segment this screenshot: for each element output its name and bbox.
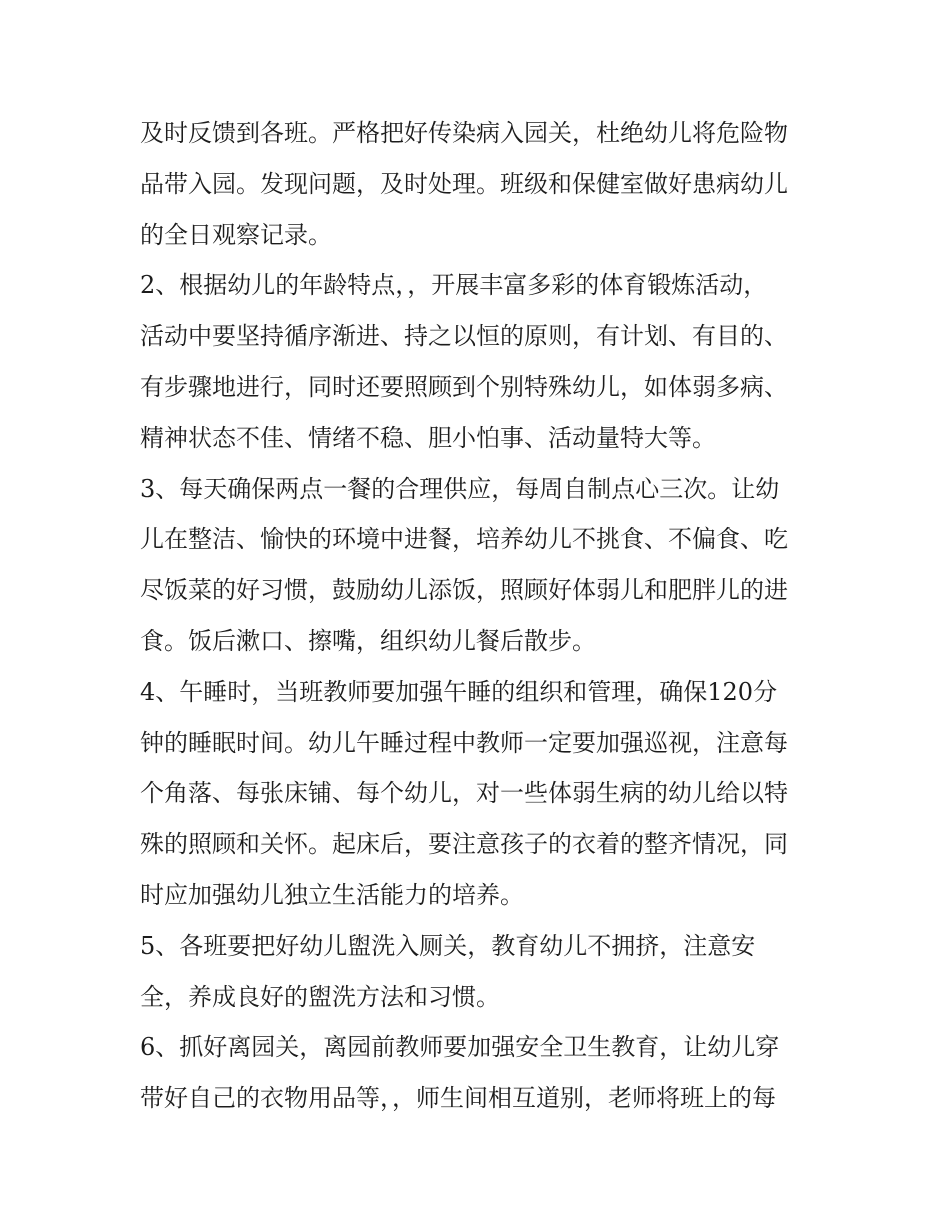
- text-line: 时应加强幼儿独立生活能力的培养。: [140, 880, 524, 909]
- text-line: 5、各班要把好幼儿盥洗入厕关，教育幼儿不拥挤，注意安: [140, 931, 756, 960]
- text-line: 有步骤地进行，同时还要照顾到个别特殊幼儿，如体弱多病、: [140, 372, 788, 401]
- text-line: 个角落、每张床铺、每个幼儿，对一些体弱生病的幼儿给以特: [140, 779, 788, 808]
- text-line: 4、午睡时，当班教师要加强午睡的组织和管理，确保120分: [140, 677, 778, 706]
- text-line: 儿在整洁、愉快的环境中进餐，培养幼儿不挑食、不偏食、吃: [140, 525, 788, 554]
- text-line: 食。饭后漱口、擦嘴，组织幼儿餐后散步。: [140, 626, 596, 655]
- document-body: [140, 108, 812, 1124]
- text-line: 3、每天确保两点一餐的合理供应，每周自制点心三次。让幼: [140, 474, 780, 503]
- text-line: 品带入园。发现问题，及时处理。班级和保健室做好患病幼儿: [140, 169, 788, 198]
- text-line: 6、抓好离园关，离园前教师要加强安全卫生教育，让幼儿穿: [140, 1033, 780, 1062]
- text-line: 带好自己的衣物用品等，，师生间相互道别，老师将班上的每: [140, 1084, 776, 1113]
- text-line: 2、根据幼儿的年龄特点，，开展丰富多彩的体育锻炼活动，: [140, 271, 768, 300]
- text-line: 及时反馈到各班。严格把好传染病入园关，杜绝幼儿将危险物: [140, 119, 788, 147]
- text-line: 殊的照顾和关怀。起床后，要注意孩子的衣着的整齐情况，同: [140, 830, 788, 859]
- text-line: 精神状态不佳、情绪不稳、胆小怕事、活动量特大等。: [140, 423, 716, 452]
- text-line: 的全日观察记录。: [140, 220, 332, 249]
- text-line: 全，养成良好的盥洗方法和习惯。: [140, 982, 500, 1011]
- text-line: 尽饭菜的好习惯，鼓励幼儿添饭，照顾好体弱儿和肥胖儿的进: [140, 576, 788, 605]
- text-line: 钟的睡眠时间。幼儿午睡过程中教师一定要加强巡视，注意每: [140, 728, 788, 757]
- text-line: 活动中要坚持循序渐进、持之以恒的原则，有计划、有目的、: [140, 322, 788, 351]
